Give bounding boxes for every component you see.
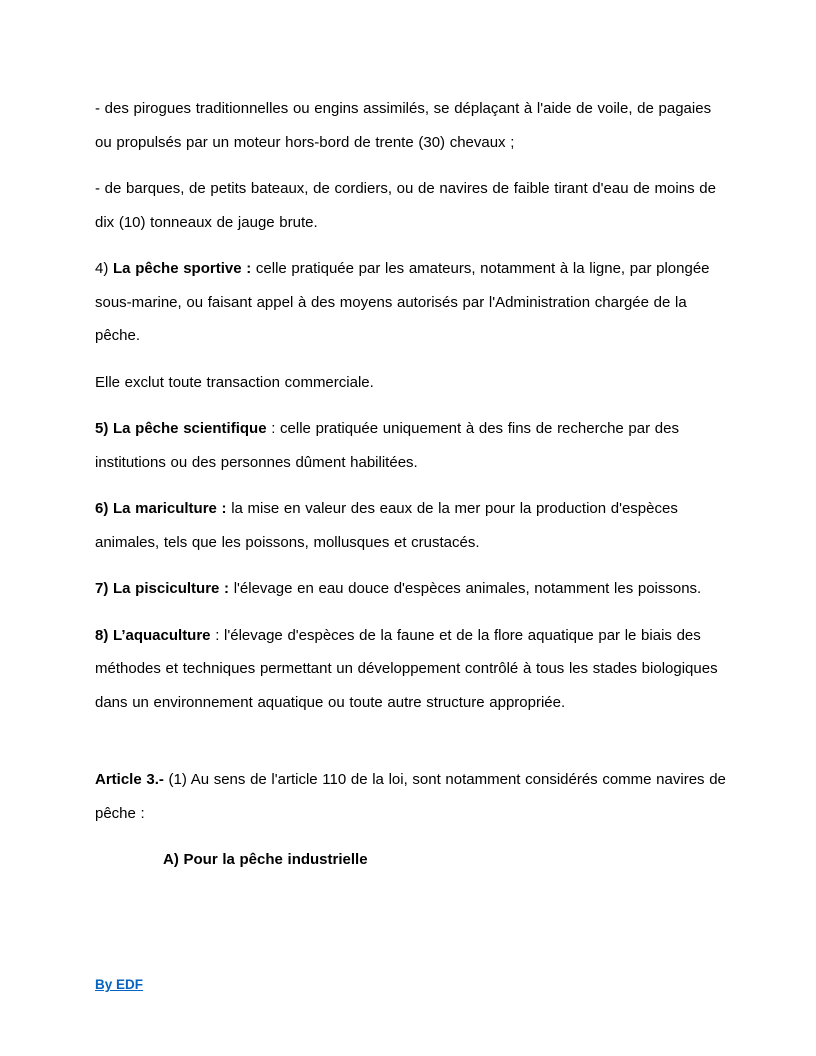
bold-text-run: A) Pour la pêche industrielle bbox=[163, 851, 368, 868]
text-run: 4) bbox=[95, 260, 114, 277]
footer-link[interactable]: By EDF bbox=[95, 977, 144, 992]
text-run: - des pirogues traditionnelles ou engins assimilés, se déplaçant à l'aide de voile, de pagaies ou propulsés par un moteur hors-bord de trente (30) chevaux ; bbox=[95, 100, 712, 151]
paragraph bbox=[95, 843, 727, 877]
bold-text-run: 6) La mariculture : bbox=[95, 500, 227, 517]
text-run: - de barques, de petits bateaux, de cordiers, ou de navires de faible tirant d'eau de moins de dix (10) tonneaux de jauge brute. bbox=[95, 180, 716, 231]
bold-text-run: 8) L’aquaculture bbox=[95, 626, 211, 644]
bold-text-run: 5) La pêche scientifique bbox=[95, 420, 267, 437]
bold-text-run: La pêche sportive : bbox=[113, 260, 252, 277]
paragraph bbox=[95, 252, 727, 353]
bold-text-run: Article 3.- bbox=[95, 771, 164, 788]
paragraph bbox=[95, 619, 727, 720]
text-run: celle pratiquée par les amateurs, notamment à la ligne, par plongée sous-marine, ou faisant appel à des moyens autorisés par l'Administration chargée de la pêche. bbox=[95, 260, 710, 344]
paragraph bbox=[95, 92, 727, 159]
document-body bbox=[95, 92, 727, 890]
bold-text-run: 7) La pisciculture : bbox=[95, 580, 230, 597]
text-run: Elle exclut toute transaction commerciale. bbox=[95, 373, 374, 391]
text-run: (1) Au sens de l'article 110 de la loi, sont notamment considérés comme navires de pêche : bbox=[95, 771, 726, 822]
paragraph bbox=[95, 572, 727, 606]
paragraph bbox=[95, 492, 727, 559]
paragraph bbox=[95, 412, 727, 479]
paragraph bbox=[95, 763, 727, 830]
text-run: : celle pratiquée uniquement à des fins de recherche par des institutions ou des personnes dûment habilitées. bbox=[95, 420, 679, 471]
text-run: l'élevage en eau douce d'espèces animales, notamment les poissons. bbox=[229, 580, 702, 597]
paragraph bbox=[95, 172, 727, 239]
text-run: : l'élevage d'espèces de la faune et de la flore aquatique par le biais des méthodes et techniques permettant un développement contrôlé à tous les stades biologiques dans un environnement aquatique ou toute autre structure appropriée. bbox=[95, 626, 718, 711]
paragraph bbox=[95, 366, 727, 400]
text-run: la mise en valeur des eaux de la mer pour la production d'espèces animales, tels que les poissons, mollusques et crustacés. bbox=[95, 500, 678, 551]
